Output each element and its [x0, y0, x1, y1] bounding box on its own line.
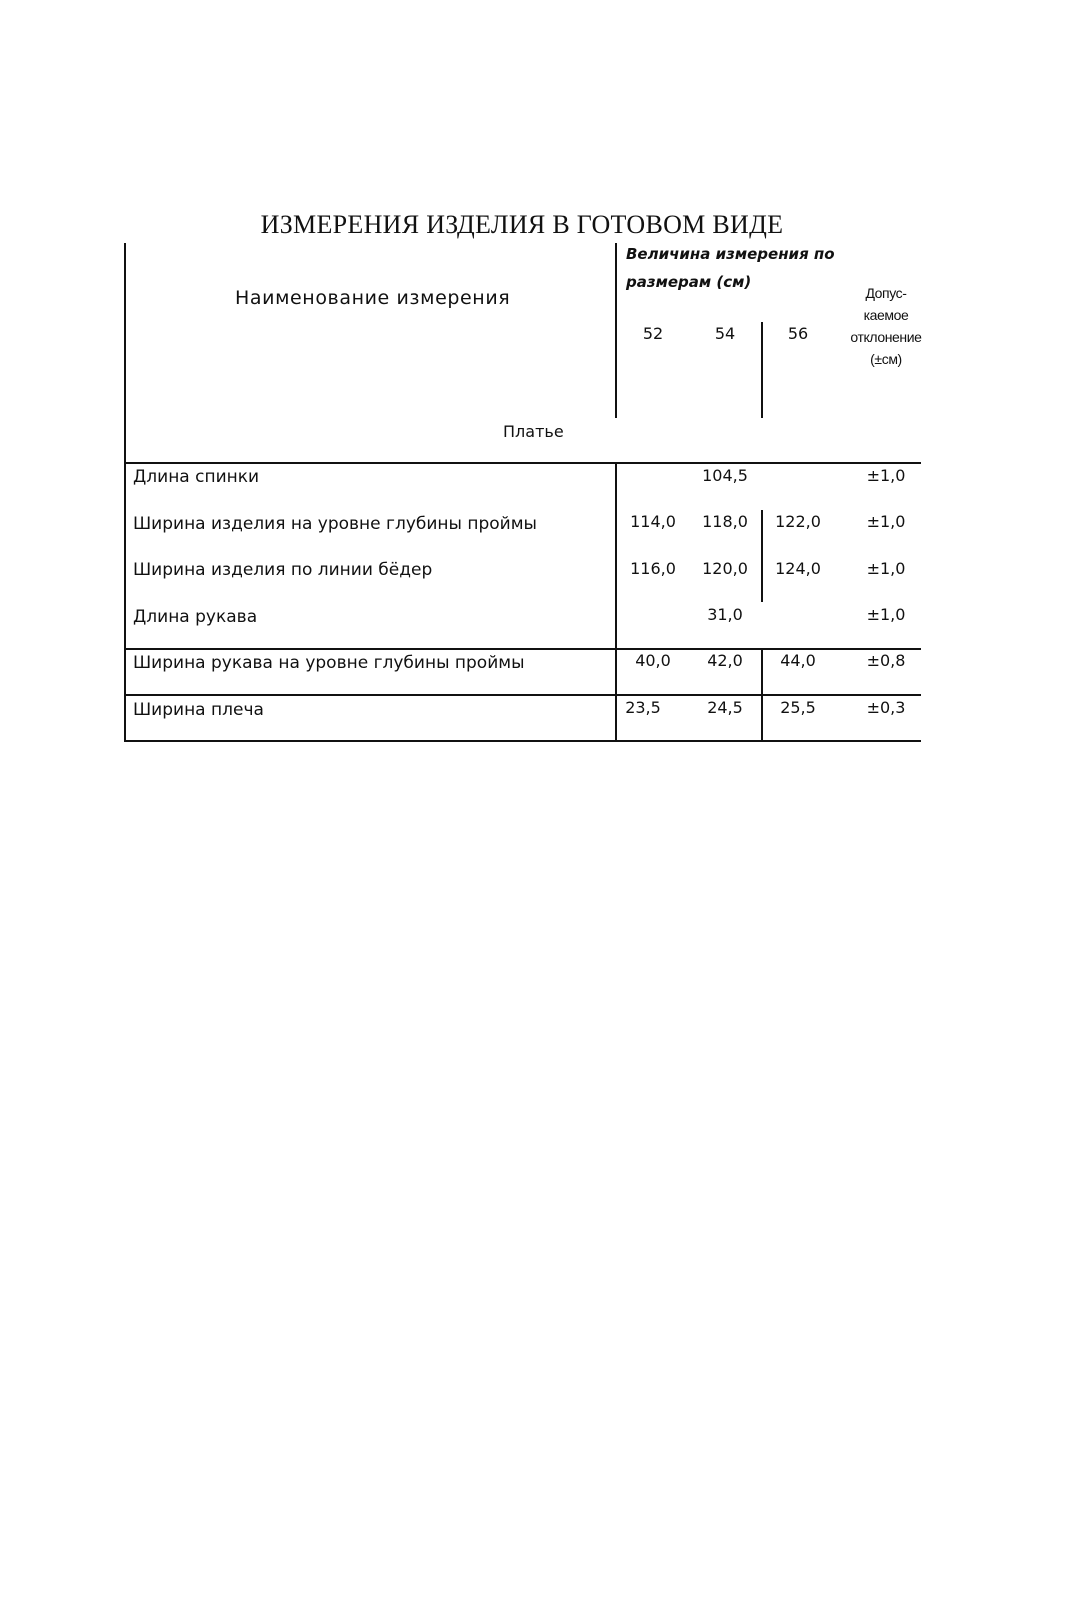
- column-header-measurement-name: Наименование измерения: [235, 287, 511, 309]
- tolerance-line-2: каемое: [863, 307, 909, 323]
- size-header-52: 52: [642, 324, 664, 343]
- value-size-54: 31,0: [707, 605, 743, 624]
- table-left-border: [124, 243, 126, 742]
- tolerance-value: ±1,0: [866, 605, 906, 624]
- tolerance-value: ±0,8: [866, 651, 906, 670]
- tolerance-line-1: Допус-: [865, 285, 907, 301]
- column-header-size-group: [626, 240, 835, 296]
- header-bottom-border: [124, 462, 921, 464]
- size-group-line-2: размерам (см): [626, 273, 752, 291]
- value-size-52: 40,0: [635, 651, 671, 670]
- value-size-54: 104,5: [702, 466, 748, 485]
- value-size-54: 120,0: [702, 559, 748, 578]
- measurement-name: Длина рукава: [133, 607, 258, 627]
- size-header-54: 54: [714, 324, 736, 343]
- value-size-54: 24,5: [707, 698, 743, 717]
- measurement-name: Ширина изделия на уровне глубины проймы: [133, 514, 537, 534]
- size-header-56: 56: [787, 324, 809, 343]
- section-label: Платье: [503, 422, 564, 441]
- tolerance-value: ±1,0: [866, 466, 906, 485]
- name-column-divider-header: [615, 243, 617, 418]
- value-size-52: 116,0: [630, 559, 676, 578]
- value-size-56: 25,5: [780, 698, 816, 717]
- document-title: ИЗМЕРЕНИЯ ИЗДЕЛИЯ В ГОТОВОМ ВИДЕ: [260, 210, 784, 239]
- measurement-name: Ширина рукава на уровне глубины проймы: [133, 653, 525, 673]
- value-size-52: 114,0: [630, 512, 676, 531]
- row-divider-sleeve: [124, 648, 921, 650]
- row-divider-shoulder: [124, 694, 921, 696]
- value-size-56: 122,0: [775, 512, 821, 531]
- table-bottom-border: [124, 740, 921, 742]
- tolerance-value: ±0,3: [866, 698, 906, 717]
- size-group-line-1: Величина измерения по: [626, 245, 835, 263]
- tolerance-line-4: (±см): [870, 351, 902, 367]
- value-size-54: 118,0: [702, 512, 748, 531]
- value-size-56: 124,0: [775, 559, 821, 578]
- value-size-52: 23,5: [625, 698, 661, 717]
- value-size-56: 44,0: [780, 651, 816, 670]
- measurement-name: Длина спинки: [133, 467, 260, 487]
- measurement-name: Ширина изделия по линии бёдер: [133, 560, 433, 580]
- tolerance-value: ±1,0: [866, 512, 906, 531]
- tolerance-line-3: отклонение: [850, 329, 922, 345]
- tolerance-value: ±1,0: [866, 559, 906, 578]
- value-size-54: 42,0: [707, 651, 743, 670]
- column-header-tolerance: [846, 282, 926, 370]
- measurement-name: Ширина плеча: [133, 700, 264, 720]
